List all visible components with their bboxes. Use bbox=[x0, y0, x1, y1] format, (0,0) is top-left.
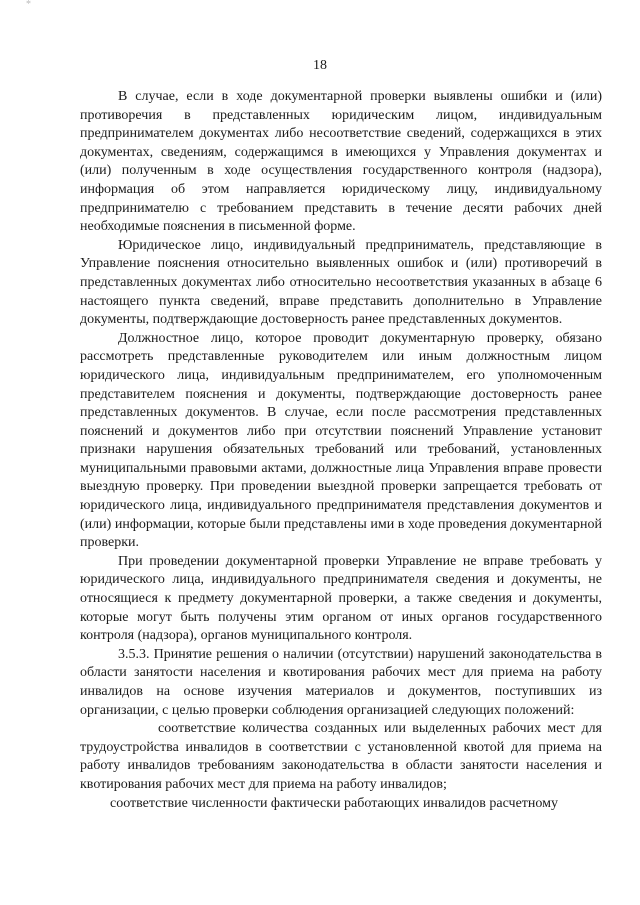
paragraph: Юридическое лицо, индивидуальный предприниматель, представляющие в Управление пояснения относительно выявленных ошибок и (или) противоречий в представленных документах либо относительно несоответствия указанных в абзаце 6 настоящего пункта сведений, вправе представить дополнительно в Управление документы, подтверждающие достоверность ранее представленных документов. bbox=[80, 237, 602, 328]
paragraph: Должностное лицо, которое проводит документарную проверку, обязано рассмотреть представленные руководителем или иным должностным лицом юридического лица, индивидуальным предпринимателем, его уполномоченным представителем пояснения и документы, подтверждающие достоверность ранее представленных документов. В случае, если после рассмотрения представленных пояснений и документов либо при отсутствии пояснений Управление установит признаки нарушения обязательных требований или требований, установленных муниципальными правовыми актами, должностные лица Управления вправе провести выездную проверку. При проведении выездной проверки запрещается требовать от юридического лица, индивидуального предпринимателя представления документов и (или) информации, которые были представлены ими в ходе проведения документарной проверки. bbox=[80, 330, 602, 551]
scan-mark: * bbox=[26, 0, 31, 10]
page-number: 18 bbox=[313, 58, 327, 73]
list-item: соответствие численности фактически работающих инвалидов расчетному bbox=[110, 795, 559, 811]
paragraph-section-3-5-3: 3.5.3. Принятие решения о наличии (отсутствии) нарушений законодательства в области занятости населения и квотирования рабочих мест для приема на работу инвалидов на основе изучения материалов и документов, поступивших из организации, с целью проверки соблюдения организацией следующих положений: bbox=[80, 646, 602, 718]
list-item: соответствие количества созданных или выделенных рабочих мест для трудоустройства инвалидов в соответствии с установленной квотой для приема на работу инвалидов требованиям законодательства в области занятости населения и квотирования рабочих мест для приема на работу инвалидов; bbox=[80, 721, 602, 792]
paragraph: При проведении документарной проверки Управление не вправе требовать у юридического лица, индивидуального предпринимателя сведения и документы, не относящиеся к предмету документарной проверки, а также сведения и документы, которые могут быть получены этим органом от иных органов государственного контроля (надзора), органов муниципального контроля. bbox=[80, 553, 602, 644]
paragraph: В случае, если в ходе документарной проверки выявлены ошибки и (или) противоречия в представленных юридическим лицом, индивидуальным предпринимателем документах либо несоответствие сведений, содержащихся в этих документах, сведениям, содержащимся в имеющихся у Управления документах и (или) полученным в ходе осуществления государственного контроля (надзора), информация об этом направляется юридическому лицу, индивидуальному предпринимателю с требованием представить в течение десяти рабочих дней необходимые пояснения в письменной форме. bbox=[80, 89, 602, 235]
document-body bbox=[80, 88, 602, 813]
